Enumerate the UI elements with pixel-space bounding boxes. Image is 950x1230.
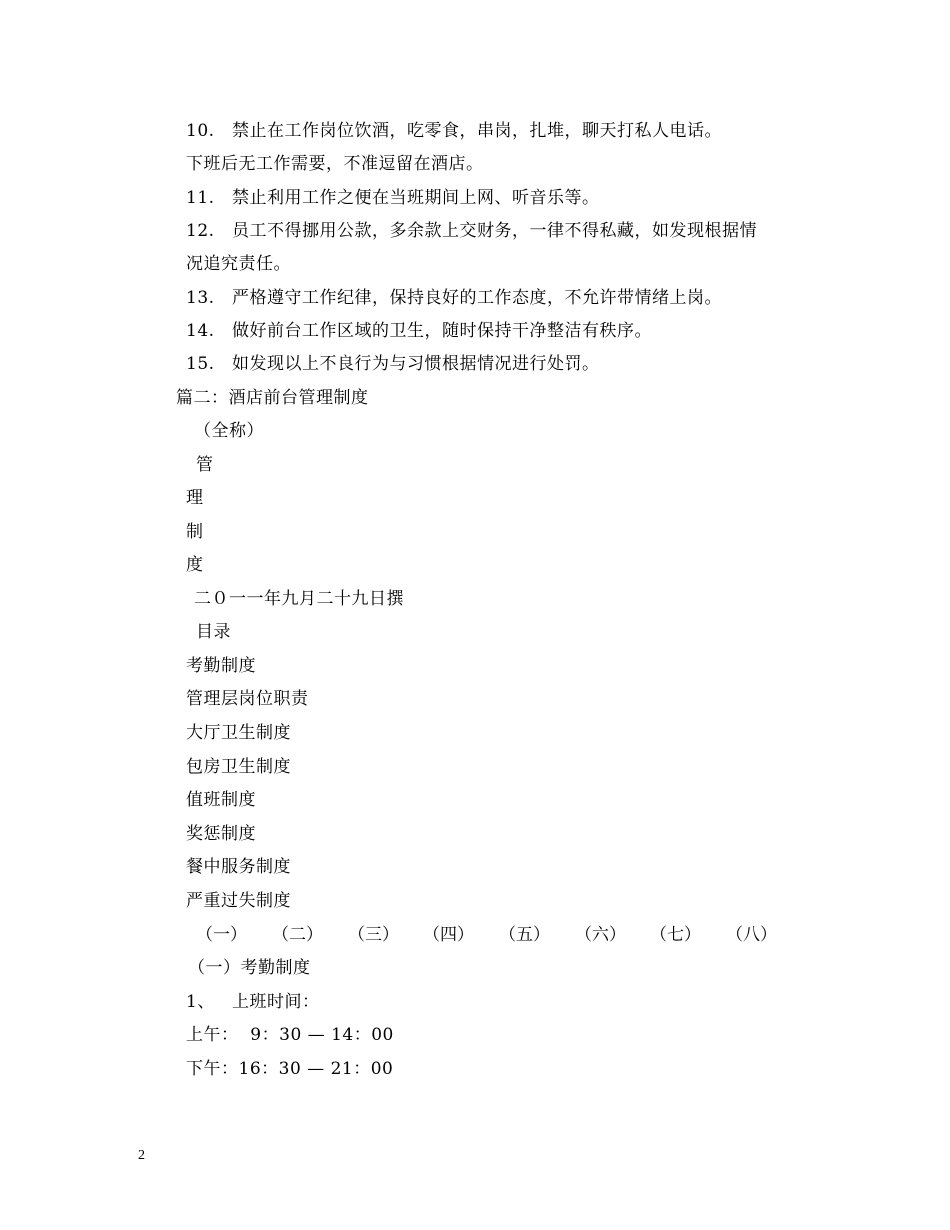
toc-title: 目录 bbox=[196, 622, 231, 642]
rule-number: 15. bbox=[186, 354, 215, 374]
toc-marker: （二） bbox=[272, 925, 323, 945]
toc-marker: （八） bbox=[726, 925, 777, 945]
toc-marker: （三） bbox=[348, 925, 399, 945]
toc-entry: 大厅卫生制度 bbox=[186, 723, 291, 743]
toc-entry: 严重过失制度 bbox=[186, 891, 291, 911]
rule-item-14 bbox=[186, 320, 652, 342]
rule-item-11 bbox=[186, 187, 600, 209]
section-title: 篇二：酒店前台管理制度 bbox=[176, 388, 369, 408]
schedule-am: 上午： 9：30 — 14：00 bbox=[186, 1025, 394, 1045]
rule-item-10 bbox=[186, 120, 722, 142]
rule-item-12 bbox=[186, 220, 757, 242]
rule-text: 员工不得挪用公款，多余款上交财务，一律不得私藏，如发现根据情 bbox=[232, 221, 757, 241]
rule-item-13 bbox=[186, 287, 722, 309]
item-number: 1、 bbox=[186, 992, 215, 1012]
toc-entry: 值班制度 bbox=[186, 790, 256, 810]
rule-text: 况追究责任。 bbox=[186, 254, 291, 274]
cover-char-1: 管 bbox=[196, 455, 214, 475]
chapter-item-1 bbox=[186, 991, 320, 1013]
chapter-title: （一）考勤制度 bbox=[188, 958, 311, 978]
toc-marker: （五） bbox=[499, 925, 550, 945]
toc-marker: （四） bbox=[423, 925, 474, 945]
rule-number: 11. bbox=[186, 188, 215, 208]
rule-number: 10. bbox=[186, 121, 215, 141]
rule-text: 做好前台工作区域的卫生，随时保持干净整洁有秩序。 bbox=[232, 321, 652, 341]
toc-marker: （一） bbox=[196, 925, 247, 945]
toc-entry: 奖惩制度 bbox=[186, 824, 256, 844]
rule-text: 禁止利用工作之便在当班期间上网、听音乐等。 bbox=[232, 188, 600, 208]
rule-item-10-cont bbox=[186, 153, 484, 175]
rule-text: 禁止在工作岗位饮酒，吃零食，串岗，扎堆，聊天打私人电话。 bbox=[232, 121, 722, 141]
rule-item-15 bbox=[186, 353, 600, 375]
rule-number: 13. bbox=[186, 288, 215, 308]
schedule-pm: 下午：16：30 — 21：00 bbox=[186, 1059, 394, 1079]
item-text: 上班时间： bbox=[232, 992, 320, 1012]
toc-entry: 餐中服务制度 bbox=[186, 857, 291, 877]
toc-marker: （六） bbox=[575, 925, 626, 945]
cover-char-2: 理 bbox=[186, 488, 204, 508]
toc-marker: （七） bbox=[650, 925, 701, 945]
toc-entry: 包房卫生制度 bbox=[186, 757, 291, 777]
cover-date: 二０一一年九月二十九日撰 bbox=[194, 589, 404, 609]
page-number: 2 bbox=[138, 1148, 145, 1163]
rule-text: 下班后无工作需要，不准逗留在酒店。 bbox=[186, 154, 484, 174]
rule-number: 14. bbox=[186, 321, 215, 341]
toc-entry: 管理层岗位职责 bbox=[186, 689, 309, 709]
rule-item-12-cont bbox=[186, 253, 291, 275]
rule-number: 12. bbox=[186, 221, 215, 241]
cover-char-4: 度 bbox=[186, 555, 204, 575]
rule-text: 严格遵守工作纪律，保持良好的工作态度，不允许带情绪上岗。 bbox=[232, 288, 722, 308]
rule-text: 如发现以上不良行为与习惯根据情况进行处罚。 bbox=[232, 354, 600, 374]
toc-entry: 考勤制度 bbox=[186, 656, 256, 676]
cover-char-3: 制 bbox=[186, 522, 204, 542]
cover-fullname: （全称） bbox=[194, 421, 264, 441]
